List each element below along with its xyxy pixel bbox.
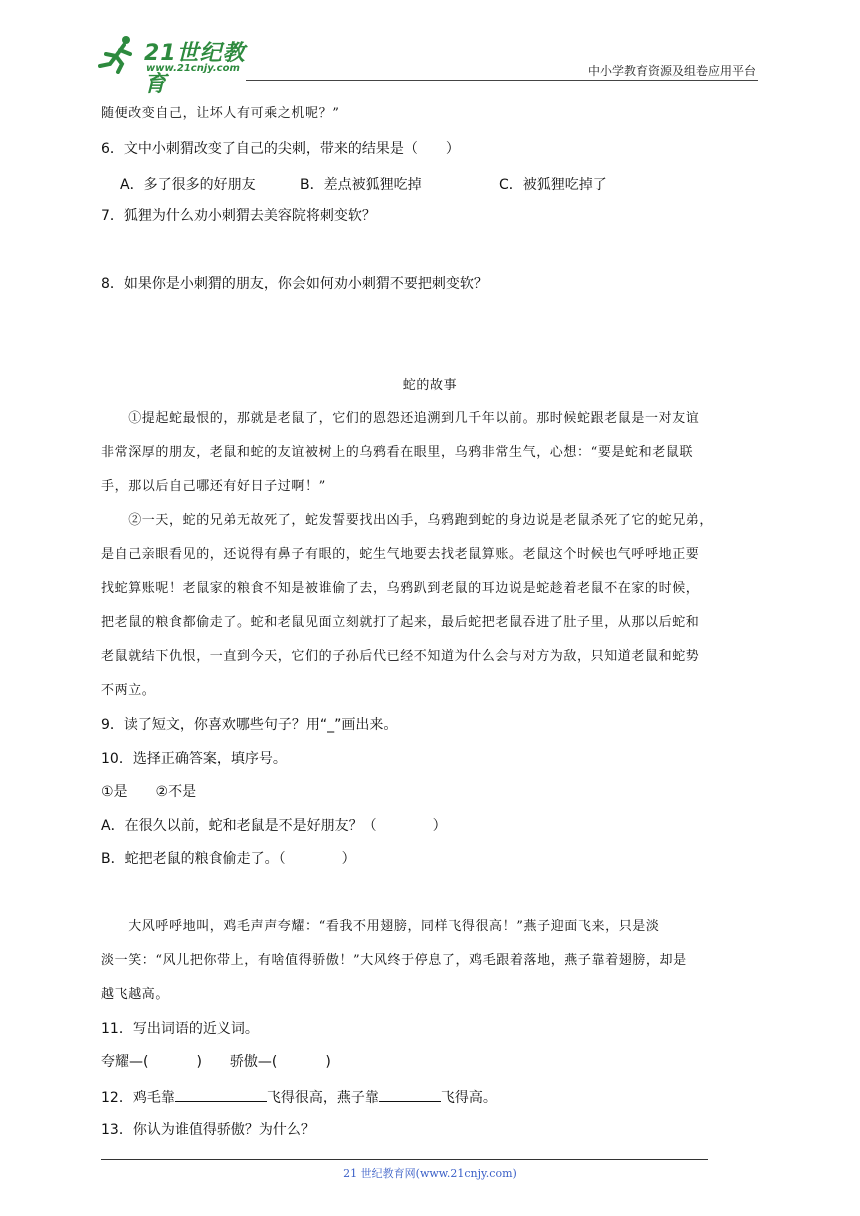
q11-answer-line [101, 1053, 331, 1071]
q10-item-a: A．在很久以前，蛇和老鼠是不是好朋友？（ ） [101, 818, 447, 834]
paragraph-line: 老鼠就结下仇恨，一直到今天，它们的子孙后代已经不知道为什么会与对方为敌，只知道老鼠和蛇势 [101, 649, 700, 664]
q6-option-a: A．多了很多的好朋友 [120, 177, 256, 193]
question-10: 10．选择正确答案，填序号。 [101, 751, 287, 767]
runner-logo-icon [96, 34, 140, 74]
question-9: 9．读了短文，你喜欢哪些句子？用“_”画出来。 [101, 717, 398, 733]
logo-text: 21世纪教育 [144, 41, 246, 97]
paragraph-line: ①提起蛇最恨的，那就是老鼠了，它们的恩怨还追溯到几千年以前。那时候蛇跟老鼠是一对友谊 [101, 411, 700, 426]
platform-label: 中小学教育资源及组卷应用平台 [587, 64, 756, 78]
q6-option-b: B．差点被狐狸吃掉 [300, 177, 422, 193]
answer-blank[interactable] [175, 1087, 267, 1102]
logo-url: www.21cnjy.com [146, 63, 240, 74]
q11-part-a: 夸耀—( [101, 1054, 149, 1070]
q11-part-c: ) [325, 1054, 331, 1070]
q10-item-b: B．蛇把老鼠的粮食偷走了。（ ） [101, 851, 356, 867]
paragraph-line: ②一天，蛇的兄弟无故死了，蛇发誓要找出凶手，乌鸦跑到蛇的身边说是老鼠杀死了它的蛇兄弟， [101, 513, 714, 528]
question-11: 11．写出词语的近义词。 [101, 1021, 259, 1037]
header-divider [246, 80, 758, 81]
paragraph-line: 越飞越高。 [101, 987, 170, 1002]
question-13: 13．你认为谁值得骄傲？为什么？ [101, 1122, 315, 1138]
q12-part-a: 12．鸡毛靠 [101, 1090, 175, 1106]
paragraph-line: 大风呼呼地叫，鸡毛声声夸耀：“看我不用翅膀，同样飞得很高！”燕子迎面飞来，只是淡 [101, 919, 660, 934]
paragraph-line: 淡一笑：“风儿把你带上，有啥值得骄傲！”大风终于停息了，鸡毛跟着落地，燕子靠着翅膀，却是 [101, 953, 687, 968]
story-title: 蛇的故事 [402, 378, 458, 393]
paragraph-line: 找蛇算账呢！老鼠家的粮食不知是被谁偷了去，乌鸦趴到老鼠的耳边说是蛇趁着老鼠不在家的时候， [101, 581, 700, 596]
q12-part-c: 飞得高。 [440, 1090, 497, 1106]
question-7: 7．狐狸为什么劝小刺猬去美容院将刺变软？ [101, 208, 376, 224]
paragraph-line: 手，那以后自己哪还有好日子过啊！” [101, 479, 326, 494]
answer-blank[interactable] [379, 1087, 441, 1102]
footer-divider [101, 1159, 708, 1160]
question-8: 8．如果你是小刺猬的朋友，你会如何劝小刺猬不要把刺变软？ [101, 276, 488, 292]
question-12 [101, 1087, 497, 1107]
q6-option-c: C．被狐狸吃掉了 [499, 177, 607, 193]
q10-options: ①是 ②不是 [101, 784, 197, 800]
text-line: 随便改变自己，让坏人有可乘之机呢？” [101, 106, 340, 121]
paragraph-line: 是自己亲眼看见的，还说得有鼻子有眼的，蛇生气地要去找老鼠算账。老鼠这个时候也气呼呼地正要 [101, 547, 700, 562]
q11-part-b: ) 骄傲—( [196, 1054, 278, 1070]
question-6: 6．文中小刺猬改变了自己的尖刺，带来的结果是（ ） [101, 141, 460, 157]
q12-part-b: 飞得很高，燕子靠 [266, 1090, 379, 1106]
paragraph-line: 非常深厚的朋友，老鼠和蛇的友谊被树上的乌鸦看在眼里，乌鸦非常生气，心想：“要是蛇和老鼠联 [101, 445, 694, 460]
page-header [96, 32, 760, 97]
footer-link[interactable]: 21 世纪教育网(www.21cnjy.com) [343, 1167, 517, 1180]
paragraph-line: 不两立。 [101, 683, 156, 698]
paragraph-line: 把老鼠的粮食都偷走了。蛇和老鼠见面立刻就打了起来，最后蛇把老鼠吞进了肚子里，从那以后蛇和 [101, 615, 700, 630]
logo [96, 32, 266, 97]
